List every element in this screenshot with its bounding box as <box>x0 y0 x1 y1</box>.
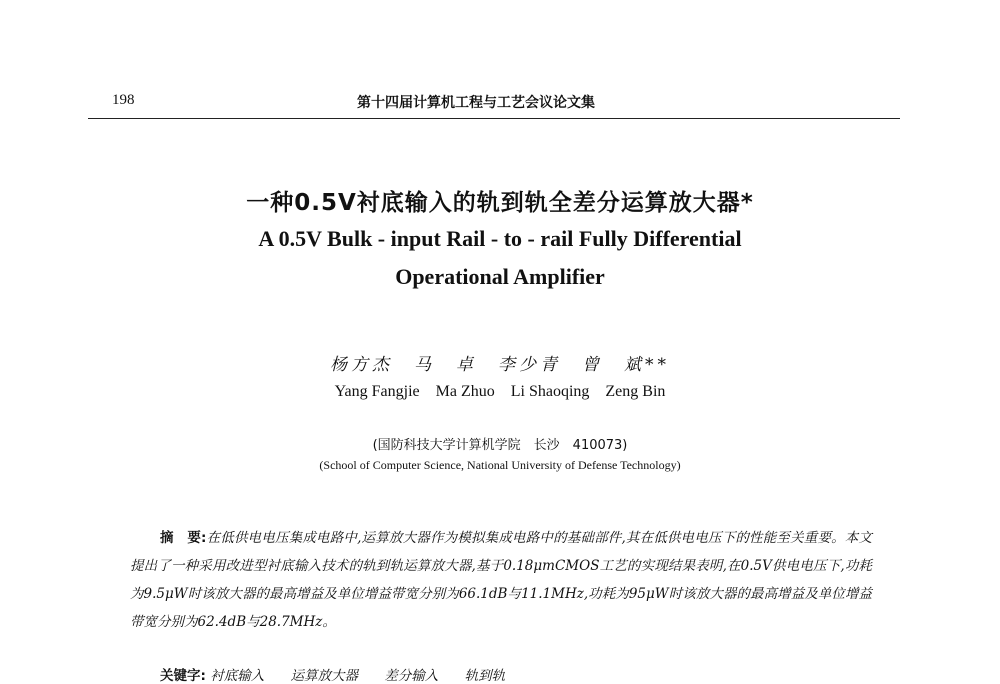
page-number: 198 <box>112 92 135 108</box>
authors-english: Yang Fangjie Ma Zhuo Li Shaoqing Zeng Bin <box>334 383 666 400</box>
abstract-label: 摘 要: <box>160 530 207 546</box>
title-chinese: 一种0.5V衬底输入的轨到轨全差分运算放大器* <box>246 190 754 216</box>
title-english-line2: Operational Amplifier <box>395 264 605 289</box>
affiliation-chinese: (国防科技大学计算机学院 长沙 410073) <box>372 438 628 453</box>
affiliation-english: (School of Computer Science, National University of Defense Technology) <box>319 458 681 472</box>
keywords <box>160 664 527 684</box>
authors-chinese: 杨方杰 马 卓 李少青 曾 斌** <box>330 355 670 375</box>
page-header <box>112 92 902 116</box>
running-head: 第十四届计算机工程与工艺会议论文集 <box>357 95 595 111</box>
keyword-item: 差分输入 <box>384 668 439 684</box>
header-rule <box>88 118 900 119</box>
title-english <box>0 220 1000 296</box>
keyword-item: 运算放大器 <box>290 668 358 684</box>
title-english-line1: A 0.5V Bulk - input Rail - to - rail Fully Differential <box>258 226 742 251</box>
keywords-label: 关键字: <box>160 668 206 684</box>
abstract-text: 在低供电电压集成电路中,运算放大器作为模拟集成电路中的基础部件,其在低供电电压下的性能至关重要。本文提出了一种采用改进型衬底输入技术的轨到轨运算放大器,基于0.18μmCMOS工艺的实现结果表明,在0.5V供电电压下,功耗为9.5μW时该放大器的最高增益及单位增益带宽分别为66.1dB与11.1MHz,功耗为95μW时该放大器的最高增益及单位增益带宽分别为62.4dB与28.7MHz。 <box>130 530 872 630</box>
keyword-item: 轨到轨 <box>464 668 506 684</box>
keyword-item: 衬底输入 <box>210 668 265 684</box>
abstract <box>130 524 872 636</box>
